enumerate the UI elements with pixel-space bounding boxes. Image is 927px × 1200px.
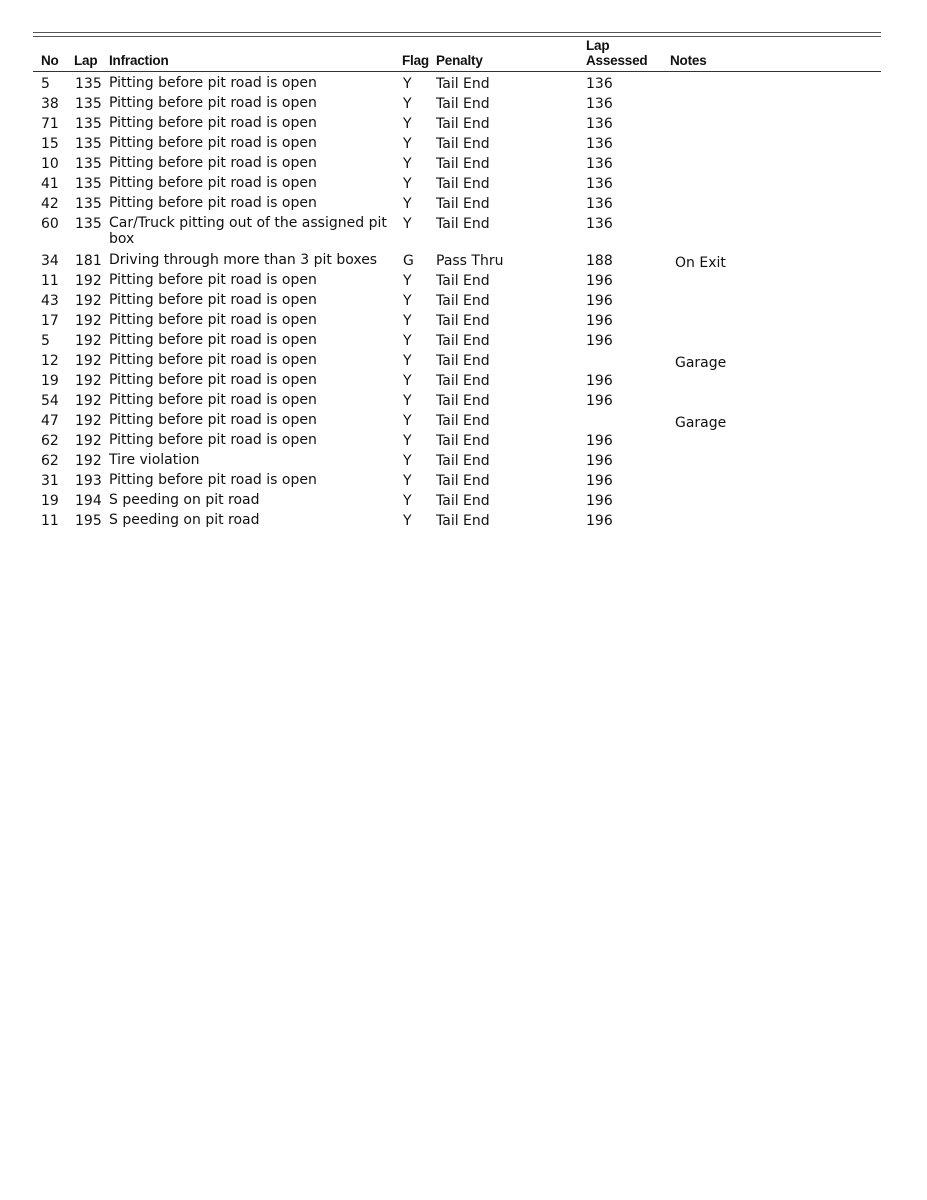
cell-penalty: Pass Thru bbox=[436, 253, 504, 269]
cell-penalty: Tail End bbox=[436, 216, 490, 232]
table-row bbox=[33, 391, 881, 411]
cell-lap: 193 bbox=[75, 473, 102, 489]
cell-lap-assessed: 188 bbox=[586, 253, 613, 269]
cell-no: 17 bbox=[41, 313, 59, 329]
cell-lap: 192 bbox=[75, 453, 102, 469]
cell-infraction: Pitting before pit road is open bbox=[109, 472, 317, 488]
cell-lap-assessed: 196 bbox=[586, 473, 613, 489]
cell-notes: On Exit bbox=[675, 255, 726, 271]
cell-no: 34 bbox=[41, 253, 59, 269]
cell-no: 11 bbox=[41, 513, 59, 529]
table-row bbox=[33, 214, 881, 251]
cell-lap: 135 bbox=[75, 76, 102, 92]
cell-flag: Y bbox=[403, 413, 412, 429]
cell-lap-assessed: 136 bbox=[586, 156, 613, 172]
cell-penalty: Tail End bbox=[436, 453, 490, 469]
cell-flag: Y bbox=[403, 96, 412, 112]
table-row bbox=[33, 251, 881, 271]
header-lap: Lap bbox=[74, 53, 98, 68]
table-row bbox=[33, 174, 881, 194]
cell-lap: 192 bbox=[75, 333, 102, 349]
cell-no: 5 bbox=[41, 76, 50, 92]
cell-lap-assessed: 196 bbox=[586, 433, 613, 449]
header-notes: Notes bbox=[670, 53, 707, 68]
cell-no: 31 bbox=[41, 473, 59, 489]
cell-lap: 135 bbox=[75, 96, 102, 112]
cell-penalty: Tail End bbox=[436, 493, 490, 509]
cell-flag: Y bbox=[403, 373, 412, 389]
table-row bbox=[33, 271, 881, 291]
cell-penalty: Tail End bbox=[436, 333, 490, 349]
cell-no: 54 bbox=[41, 393, 59, 409]
cell-flag: Y bbox=[403, 216, 412, 232]
header-lap-assessed-line1: Lap bbox=[586, 38, 610, 53]
cell-penalty: Tail End bbox=[436, 353, 490, 369]
cell-penalty: Tail End bbox=[436, 293, 490, 309]
cell-lap-assessed: 196 bbox=[586, 273, 613, 289]
cell-no: 11 bbox=[41, 273, 59, 289]
cell-flag: Y bbox=[403, 293, 412, 309]
table-row bbox=[33, 351, 881, 371]
cell-flag: Y bbox=[403, 116, 412, 132]
table-row bbox=[33, 451, 881, 471]
cell-no: 60 bbox=[41, 216, 59, 232]
cell-infraction: Pitting before pit road is open bbox=[109, 372, 317, 388]
cell-lap-assessed: 136 bbox=[586, 196, 613, 212]
cell-lap-assessed: 136 bbox=[586, 216, 613, 232]
table-body bbox=[33, 74, 881, 531]
cell-infraction: Pitting before pit road is open bbox=[109, 432, 317, 448]
header-penalty: Penalty bbox=[436, 53, 483, 68]
cell-penalty: Tail End bbox=[436, 413, 490, 429]
cell-flag: Y bbox=[403, 176, 412, 192]
cell-infraction: Pitting before pit road is open bbox=[109, 412, 317, 428]
cell-lap: 135 bbox=[75, 176, 102, 192]
cell-lap: 192 bbox=[75, 353, 102, 369]
cell-no: 19 bbox=[41, 373, 59, 389]
cell-lap: 192 bbox=[75, 273, 102, 289]
header-flag: Flag bbox=[402, 53, 429, 68]
table-row bbox=[33, 331, 881, 351]
cell-lap: 135 bbox=[75, 216, 102, 232]
cell-flag: Y bbox=[403, 76, 412, 92]
cell-infraction: Pitting before pit road is open bbox=[109, 195, 317, 211]
cell-lap: 181 bbox=[75, 253, 102, 269]
cell-no: 5 bbox=[41, 333, 50, 349]
cell-lap: 135 bbox=[75, 196, 102, 212]
cell-flag: Y bbox=[403, 393, 412, 409]
table-row bbox=[33, 114, 881, 134]
cell-penalty: Tail End bbox=[436, 473, 490, 489]
cell-infraction: Pitting before pit road is open bbox=[109, 332, 317, 348]
cell-no: 62 bbox=[41, 453, 59, 469]
cell-lap: 135 bbox=[75, 136, 102, 152]
cell-notes: Garage bbox=[675, 355, 727, 371]
cell-no: 12 bbox=[41, 353, 59, 369]
cell-lap-assessed: 136 bbox=[586, 76, 613, 92]
table-row bbox=[33, 154, 881, 174]
header-lap-assessed bbox=[586, 38, 647, 68]
cell-no: 71 bbox=[41, 116, 59, 132]
cell-flag: Y bbox=[403, 156, 412, 172]
cell-lap-assessed: 136 bbox=[586, 176, 613, 192]
cell-flag: Y bbox=[403, 353, 412, 369]
table-row bbox=[33, 371, 881, 391]
cell-lap-assessed: 196 bbox=[586, 493, 613, 509]
cell-no: 47 bbox=[41, 413, 59, 429]
cell-lap: 135 bbox=[75, 116, 102, 132]
cell-flag: Y bbox=[403, 196, 412, 212]
top-rule bbox=[33, 32, 881, 33]
cell-lap-assessed: 196 bbox=[586, 393, 613, 409]
cell-lap: 192 bbox=[75, 433, 102, 449]
cell-lap-assessed: 196 bbox=[586, 373, 613, 389]
cell-no: 38 bbox=[41, 96, 59, 112]
header-lap-assessed-line2: Assessed bbox=[586, 53, 648, 68]
cell-lap: 195 bbox=[75, 513, 102, 529]
header-infraction: Infraction bbox=[109, 53, 169, 68]
cell-lap-assessed: 136 bbox=[586, 116, 613, 132]
cell-flag: Y bbox=[403, 493, 412, 509]
cell-penalty: Tail End bbox=[436, 176, 490, 192]
cell-lap-assessed: 136 bbox=[586, 136, 613, 152]
cell-infraction: Pitting before pit road is open bbox=[109, 175, 317, 191]
cell-infraction: S peeding on pit road bbox=[109, 492, 260, 508]
cell-infraction: Pitting before pit road is open bbox=[109, 292, 317, 308]
cell-no: 19 bbox=[41, 493, 59, 509]
cell-lap: 135 bbox=[75, 156, 102, 172]
cell-flag: Y bbox=[403, 433, 412, 449]
cell-infraction: Pitting before pit road is open bbox=[109, 352, 317, 368]
table-row bbox=[33, 194, 881, 214]
cell-penalty: Tail End bbox=[436, 273, 490, 289]
cell-infraction: Pitting before pit road is open bbox=[109, 392, 317, 408]
cell-no: 62 bbox=[41, 433, 59, 449]
cell-penalty: Tail End bbox=[436, 513, 490, 529]
table-header bbox=[33, 37, 881, 72]
cell-infraction: Pitting before pit road is open bbox=[109, 155, 317, 171]
cell-notes: Garage bbox=[675, 415, 727, 431]
table-row bbox=[33, 94, 881, 114]
cell-penalty: Tail End bbox=[436, 156, 490, 172]
cell-flag: Y bbox=[403, 333, 412, 349]
cell-penalty: Tail End bbox=[436, 76, 490, 92]
cell-penalty: Tail End bbox=[436, 136, 490, 152]
cell-lap: 192 bbox=[75, 313, 102, 329]
cell-lap-assessed: 196 bbox=[586, 313, 613, 329]
cell-no: 42 bbox=[41, 196, 59, 212]
cell-no: 15 bbox=[41, 136, 59, 152]
cell-flag: Y bbox=[403, 136, 412, 152]
cell-infraction: Car/Truck pitting out of the assigned pit box bbox=[109, 215, 387, 247]
cell-infraction: Pitting before pit road is open bbox=[109, 135, 317, 151]
cell-infraction: Driving through more than 3 pit boxes bbox=[109, 252, 378, 268]
cell-penalty: Tail End bbox=[436, 96, 490, 112]
cell-flag: Y bbox=[403, 513, 412, 529]
cell-lap: 192 bbox=[75, 413, 102, 429]
cell-infraction: S peeding on pit road bbox=[109, 512, 260, 528]
cell-infraction: Pitting before pit road is open bbox=[109, 95, 317, 111]
cell-penalty: Tail End bbox=[436, 313, 490, 329]
table-row bbox=[33, 311, 881, 331]
cell-flag: Y bbox=[403, 473, 412, 489]
cell-flag: Y bbox=[403, 453, 412, 469]
cell-flag: G bbox=[403, 253, 414, 269]
cell-no: 41 bbox=[41, 176, 59, 192]
cell-penalty: Tail End bbox=[436, 196, 490, 212]
cell-penalty: Tail End bbox=[436, 116, 490, 132]
cell-penalty: Tail End bbox=[436, 433, 490, 449]
cell-lap: 194 bbox=[75, 493, 102, 509]
table-row bbox=[33, 511, 881, 531]
cell-infraction: Pitting before pit road is open bbox=[109, 272, 317, 288]
cell-lap-assessed: 136 bbox=[586, 96, 613, 112]
cell-lap-assessed: 196 bbox=[586, 293, 613, 309]
table-row bbox=[33, 411, 881, 431]
table-row bbox=[33, 134, 881, 154]
cell-lap-assessed: 196 bbox=[586, 453, 613, 469]
cell-lap: 192 bbox=[75, 293, 102, 309]
cell-no: 10 bbox=[41, 156, 59, 172]
table-row bbox=[33, 491, 881, 511]
cell-penalty: Tail End bbox=[436, 373, 490, 389]
cell-penalty: Tail End bbox=[436, 393, 490, 409]
cell-no: 43 bbox=[41, 293, 59, 309]
cell-lap: 192 bbox=[75, 393, 102, 409]
cell-infraction: Tire violation bbox=[109, 452, 200, 468]
cell-lap-assessed: 196 bbox=[586, 513, 613, 529]
cell-infraction: Pitting before pit road is open bbox=[109, 75, 317, 91]
cell-flag: Y bbox=[403, 313, 412, 329]
table-row bbox=[33, 471, 881, 491]
table-row bbox=[33, 74, 881, 94]
table-row bbox=[33, 431, 881, 451]
header-no: No bbox=[41, 53, 59, 68]
table-row bbox=[33, 291, 881, 311]
cell-infraction: Pitting before pit road is open bbox=[109, 312, 317, 328]
cell-flag: Y bbox=[403, 273, 412, 289]
cell-lap: 192 bbox=[75, 373, 102, 389]
cell-lap-assessed: 196 bbox=[586, 333, 613, 349]
cell-infraction: Pitting before pit road is open bbox=[109, 115, 317, 131]
